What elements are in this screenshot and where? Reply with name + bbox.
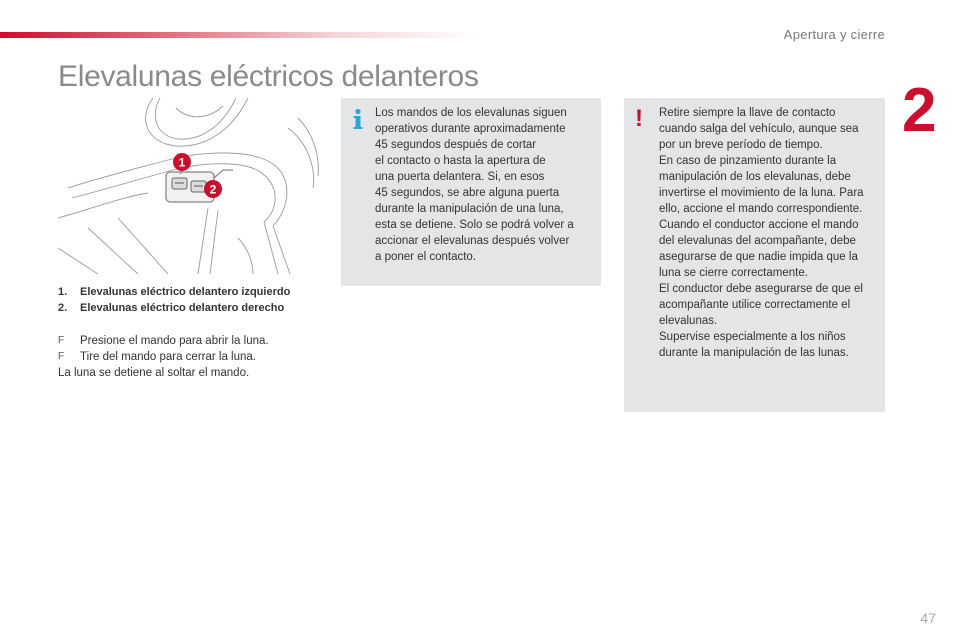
- legend-number: 1.: [58, 286, 68, 298]
- page-number: 47: [920, 610, 936, 626]
- warning-line: por un breve período de tiempo.: [659, 139, 823, 151]
- legend-text: Elevalunas eléctrico delantero derecho: [80, 302, 285, 314]
- info-icon: [351, 108, 365, 130]
- door-panel-illustration: [58, 98, 320, 274]
- info-line: a poner el contacto.: [375, 251, 477, 263]
- chapter-number: 2: [902, 76, 937, 145]
- illustration-legend: [58, 284, 290, 316]
- instruction-note: La luna se detiene al soltar el mando.: [58, 367, 250, 379]
- warning-line: luna se cierre correctamente.: [659, 267, 808, 279]
- legend-item: [58, 300, 290, 316]
- legend-text: Elevalunas eléctrico delantero izquierdo: [80, 286, 291, 298]
- info-line: durante la manipulación de una luna,: [375, 203, 564, 215]
- warning-line: cuando salga del vehículo, aunque sea: [659, 123, 859, 135]
- instruction-text: Presione el mando para abrir la luna.: [80, 335, 269, 347]
- warning-line: durante la manipulación de las lunas.: [659, 347, 849, 359]
- bullet-marker: F: [58, 335, 65, 346]
- info-line: una puerta delantera. Si, en esos: [375, 171, 545, 183]
- info-line: 45 segundos, se abre alguna puerta: [375, 187, 560, 199]
- instruction-item: [58, 333, 328, 349]
- warning-line: Retire siempre la llave de contacto: [659, 107, 836, 119]
- info-line: el contacto o hasta la apertura de: [375, 155, 546, 167]
- info-line: Los mandos de los elevalunas siguen: [375, 107, 567, 119]
- warning-line: En caso de pinzamiento durante la: [659, 155, 837, 167]
- bullet-marker: F: [58, 351, 65, 362]
- warning-line: Cuando el conductor accione el mando: [659, 219, 859, 231]
- info-line: accionar el elevalunas después volver: [375, 235, 570, 247]
- page-title: Elevalunas eléctricos delanteros: [58, 60, 479, 93]
- info-line: 45 segundos después de cortar: [375, 139, 537, 151]
- warning-line: ello, accione el mando correspondiente.: [659, 203, 863, 215]
- legend-item: [58, 284, 290, 300]
- instruction-item: [58, 349, 328, 365]
- section-title: Apertura y cierre: [783, 27, 885, 42]
- instruction-text: Tire del mando para cerrar la luna.: [80, 351, 256, 363]
- warning-line: del elevalunas del acompañante, debe: [659, 235, 856, 247]
- instructions: [58, 333, 328, 381]
- warning-icon: !: [635, 105, 643, 132]
- warning-line: manipulación de los elevalunas, debe: [659, 171, 851, 183]
- legend-number: 2.: [58, 302, 68, 314]
- warning-text: [659, 105, 881, 361]
- warning-line: asegurarse de que nadie impida que la: [659, 251, 858, 263]
- header-accent-bar: [0, 32, 480, 38]
- warning-line: invertirse el movimiento de la luna. Para: [659, 187, 864, 199]
- warning-line: El conductor debe asegurarse de que el: [659, 283, 863, 295]
- info-line: operativos durante aproximadamente: [375, 123, 566, 135]
- info-text: [375, 105, 593, 265]
- info-line: esta se detiene. Solo se podrá volver a: [375, 219, 574, 231]
- warning-line: elevalunas.: [659, 315, 718, 327]
- warning-box: [624, 98, 885, 412]
- warning-line: acompañante utilice correctamente el: [659, 299, 851, 311]
- door-panel-drawing: [58, 98, 320, 274]
- callout-1-label: 1: [178, 155, 186, 170]
- warning-line: Supervise especialmente a los niños: [659, 331, 846, 343]
- info-box: [341, 98, 601, 286]
- callout-2-label: 2: [209, 182, 217, 197]
